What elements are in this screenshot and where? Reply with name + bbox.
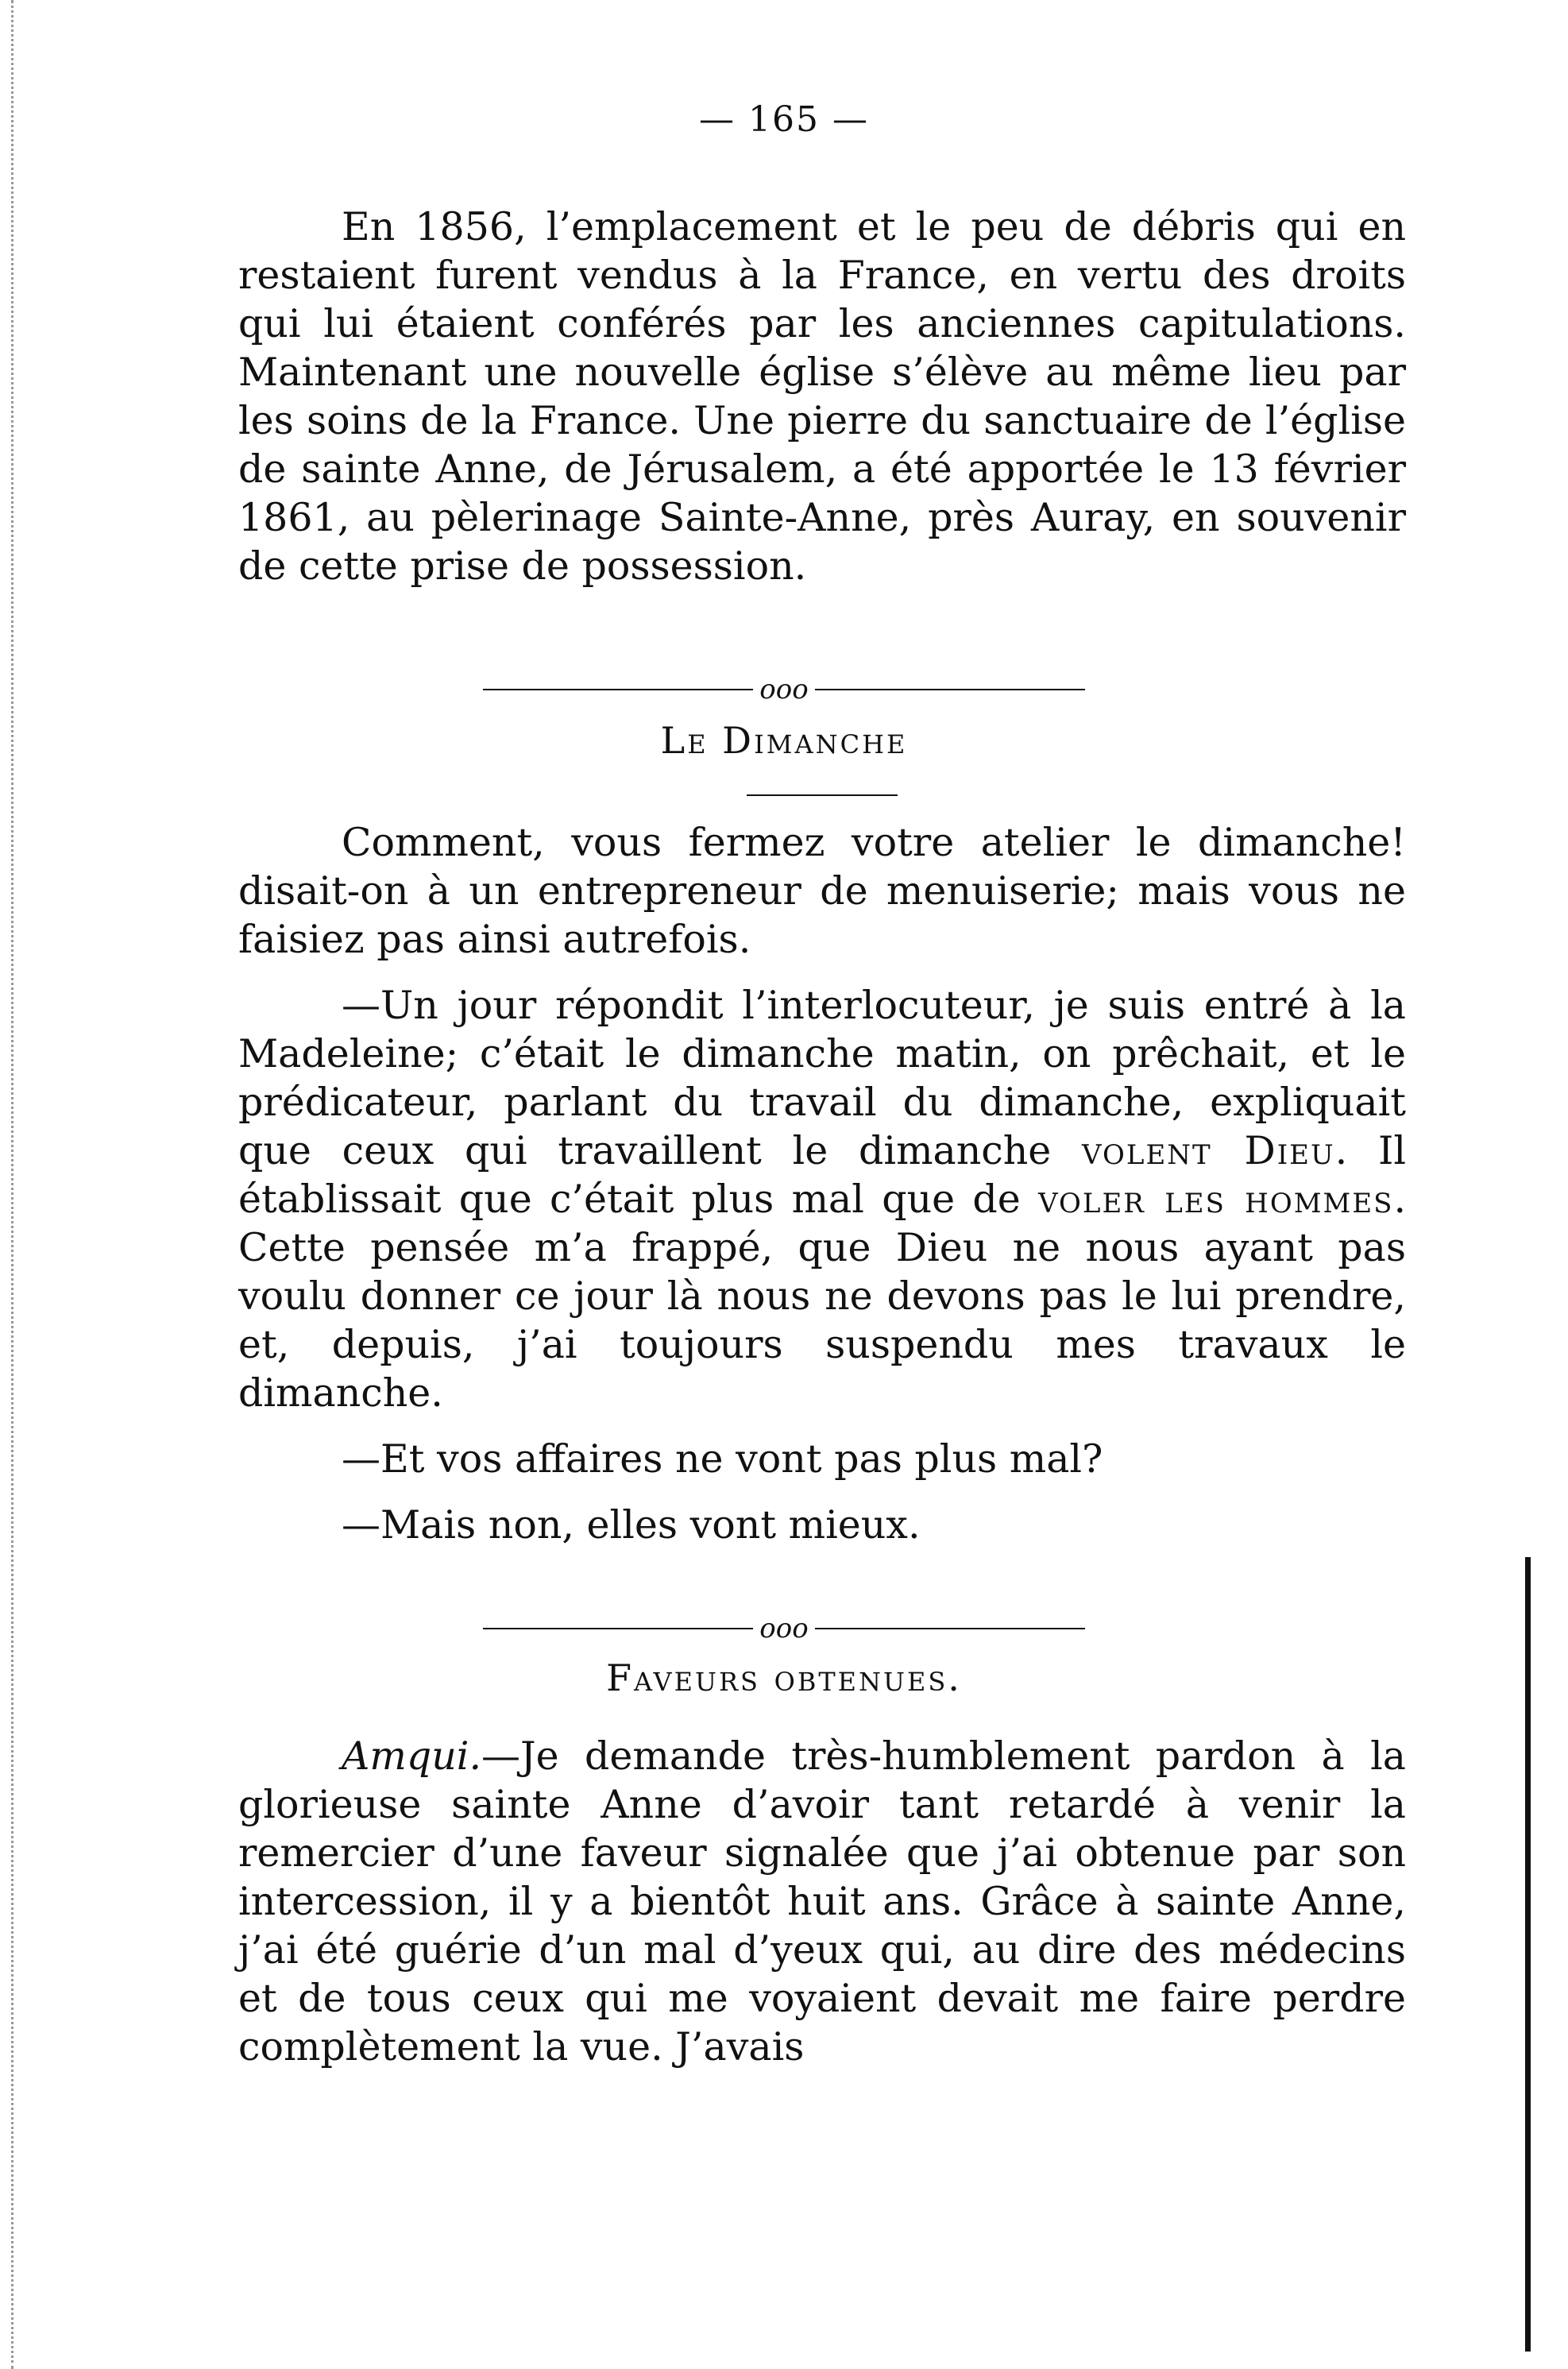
dimanche-paragraph-4: —Mais non, elles vont mieux. <box>342 1502 921 1548</box>
faveurs-paragraph <box>238 1732 1406 2071</box>
heading-underline <box>747 794 898 796</box>
dimanche-p2-smallcaps-b: voler les hommes <box>1038 1177 1394 1222</box>
section-separator-2 <box>0 1613 1568 1644</box>
section-heading-faveurs: Faveurs obtenues. <box>606 1656 962 1699</box>
section-separator-1 <box>0 674 1568 705</box>
dimanche-section <box>238 818 1406 1549</box>
dimanche-p2-smallcaps-a: volent Dieu <box>1082 1128 1335 1173</box>
separator-line-left <box>483 1628 753 1629</box>
page-number: — 165 — <box>699 99 869 140</box>
dimanche-p2-text-b: . Il établissait que c’était plus mal que de <box>238 1128 1406 1222</box>
separator-line-left <box>483 689 753 690</box>
dimanche-paragraph-2 <box>238 981 1406 1417</box>
place-name: Amqui. <box>342 1733 482 1779</box>
section-heading-dimanche: Le Dimanche <box>660 719 908 762</box>
dimanche-paragraph-1: Comment, vous fermez votre atelier le dimanche! disait-on à un entrepreneur de menuiserie; mais vous ne faisiez pas ainsi autrefois. <box>238 820 1406 962</box>
opening-paragraph: En 1856, l’emplacement et le peu de débris qui en restaient furent vendus à la France, en vertu des droits qui lui étaient conférés par les anciennes capitulations. Maintenant une nouvelle église s’élève au même lieu par les soins de la France. Une pierre du sanctuaire de l’église de sainte Anne, de Jérusalem, a été apportée le 13 février 1861, au pèlerinage Sainte-Anne, près Auray, en souvenir de cette prise de possession. <box>238 204 1406 589</box>
faveurs-text: —Je demande très-humblement pardon à la glorieuse sainte Anne d’avoir tant retardé à venir la remercier d’une faveur signalée que j’ai obtenue par son intercession, il y a bientôt huit ans. Grâce à sainte Anne, j’ai été guérie d’un mal d’yeux qui, au dire des médecins et de tous ceux qui me voyaient devait me faire perdre complètement la vue. J’avais <box>238 1733 1406 2069</box>
separator-line-right <box>815 1628 1085 1629</box>
separator-ornament: ooo <box>759 674 809 705</box>
scan-margin-artifact <box>11 0 17 2369</box>
faveurs-section <box>238 1732 1406 2071</box>
dimanche-paragraph-3: —Et vos affaires ne vont pas plus mal? <box>342 1436 1103 1482</box>
opening-paragraph-block <box>238 203 1406 590</box>
dimanche-p2-text-a: —Un jour répondit l’interlocuteur, je suis entré à la Madeleine; c’était le dimanche matin, on prêchait, et le prédicateur, parlant du travail du dimanche, expliquait que ceux qui travaillent le dimanche <box>238 983 1406 1173</box>
separator-line-right <box>815 689 1085 690</box>
separator-ornament: ooo <box>759 1613 809 1644</box>
dimanche-p2-text-c: . Cette pensée m’a frappé, que Dieu ne nous ayant pas voulu donner ce jour là nous ne devons pas le lui prendre, et, depuis, j’ai toujours suspendu mes travaux le dimanche. <box>238 1177 1407 1416</box>
